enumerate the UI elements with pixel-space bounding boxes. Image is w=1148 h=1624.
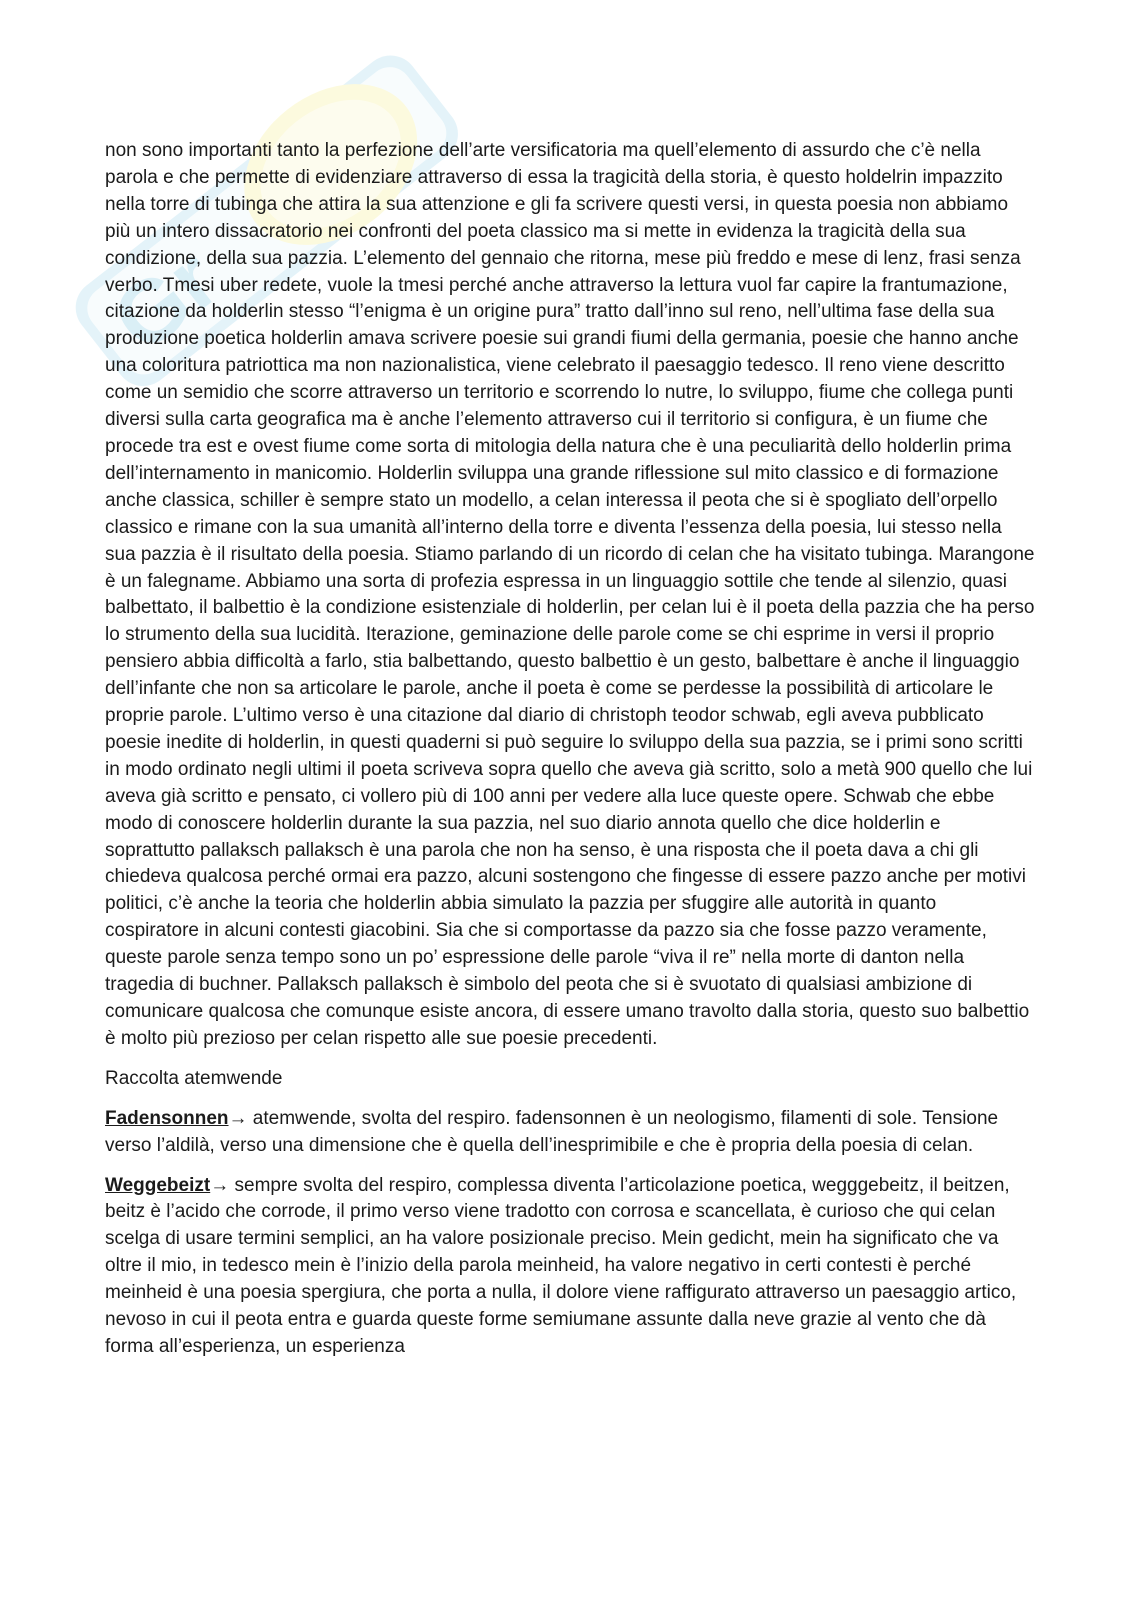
svg-text:Gr: Gr — [94, 228, 237, 371]
arrow-icon: → — [228, 1107, 248, 1129]
poem-heading-weggebeizt: Weggebeizt — [105, 1174, 211, 1196]
poem-heading-fadensonnen: Fadensonnen — [105, 1107, 229, 1129]
paragraph-fadensonnen — [105, 1106, 1035, 1160]
paragraph-weggebeizt — [105, 1173, 1035, 1361]
collection-title — [105, 1066, 1035, 1093]
collection-title-text: Raccolta atemwende — [105, 1067, 283, 1089]
paragraph-text: non sono importanti tanto la perfezione dell’arte versificatoria ma quell’elemento di assurdo che c’è nella parola e che permette di evidenziare attraverso di essa la tragicità della storia, è questo holdelrin impazzito nella torre di tubinga che attira la sua attenzione e gli fa scrivere questi versi, in questa poesia non abbiamo più un intero dissacratorio nei confronti del poeta classico ma si mette in evidenza la tragicità della sua condizione, della sua pazzia. L’elemento del gennaio che ritorna, mese più freddo e mese di lenz, frasi senza verbo. Tmesi uber redete, vuole la tmesi perché anche attraverso la lettura vuol far capire la frantumazione, citazione da holderlin stesso “l’enigma è un origine pura” tratto dall’inno sul reno, nell’ultima fase della sua produzione poetica holderlin amava scrivere poesie sui grandi fiumi della germania, poesie che hanno anche una coloritura patriottica ma non nazionalistica, viene celebrato il paesaggio tedesco. Il reno viene descritto come un semidio che scorre attraverso un territorio e scorrendo lo nutre, lo sviluppo, fiume che collega punti diversi sulla carta geografica ma è anche l’elemento attraverso cui il territorio si configura, è un fiume che procede tra est e ovest fiume come sorta di mitologia della natura che è una peculiarità dello holderlin prima dell’internamento in manicomio. Holderlin sviluppa una grande riflessione sul mito classico e di formazione anche classica, schiller è sempre stato un modello, a celan interessa il peota che si è spogliato dell’orpello classico e rimane con la sua umanità all’interno della torre e diventa l’essenza della poesia, lui stesso nella sua pazzia è il risultato della poesia. Stiamo parlando di un ricordo di celan che ha visitato tubinga. Marangone è un falegname. Abbiamo una sorta di profezia espressa in un linguaggio sottile che tende al silenzio, quasi balbettato, il balbettio è la condizione esistenziale di holderlin, per celan lui è il poeta della pazzia che ha perso lo strumento della sua lucidità. Iterazione, geminazione delle parole come se chi esprime in versi il proprio pensiero abbia difficoltà a farlo, stia balbettando, questo balbettio è un gesto, balbettare è anche il linguaggio dell’infante che non sa articolare le parole, anche il poeta è come se perdesse la possibilità di articolare le proprie parole. L’ultimo verso è una citazione dal diario di christoph teodor schwab, egli aveva pubblicato poesie inedite di holderlin, in questi quaderni si può seguire lo sviluppo della sua pazzia, se i primi sono scritti in modo ordinato negli ultimi il poeta scriveva sopra quello che aveva già scritto, solo a metà 900 quello che lui aveva già scritto e pensato, ci vollero più di 100 anni per vedere alla luce queste opere. Schwab che ebbe modo di conoscere holderlin durante la sua pazzia, nel suo diario annota quello che dice holderlin e soprattutto pallaksch pallaksch è una parola che non ha senso, è una risposta che il poeta dava a chi gli chiedeva qualcosa perché ormai era pazzo, alcuni sostengono che fingesse di essere pazzo anche per motivi politici, c’è anche la teoria che holderlin abbia simulato la pazzia per sfuggire alle autorità in quanto cospiratore in alcuni contesti giacobini. Sia che si comportasse da pazzo sia che fosse pazzo veramente, queste parole senza tempo sono un po’ espressione delle parole “viva il re” nella morte di danton nella tragedia di buchner. Pallaksch pallaksch è simbolo del peota che si è svuotato di qualsiasi ambizione di comunicare qualcosa che comunque esiste ancora, di essere umano travolto dalla storia, questo suo balbettio è molto più prezioso per celan rispetto alle sue poesie precedenti. — [105, 140, 1035, 1049]
document-body — [105, 138, 1035, 1361]
paragraph-text: sempre svolta del respiro, complessa diventa l’articolazione poetica, wegggebeitz, il beitzen, beitz è l’acido che corrode, il primo verso viene tradotto con corrosa e scancellata, è curioso che qui celan scelga di usare termini semplici, an ha valore posizionale preciso. Mein gedicht, mein ha significato che va oltre il mio, in tedesco mein è l’inizio della parola meinheid, ha valore negativo in certi contesti è perché meinheid è una poesia spergiura, che porta a nulla, il dolore viene raffigurato attraverso un paesaggio artico, nevoso in cui il peota entra e guarda queste forme semiumane assunte dalla neve grazie al vento che dà forma all’esperienza, un esperienza — [105, 1174, 1017, 1357]
paragraph-holderlin — [105, 138, 1035, 1053]
arrow-icon: → — [210, 1174, 230, 1196]
paragraph-text: atemwende, svolta del respiro. fadensonnen è un neologismo, filamenti di sole. Tensione verso l’aldilà, verso una dimensione che è quella dell’inesprimibile e che è propria della poesia di celan. — [105, 1107, 999, 1156]
